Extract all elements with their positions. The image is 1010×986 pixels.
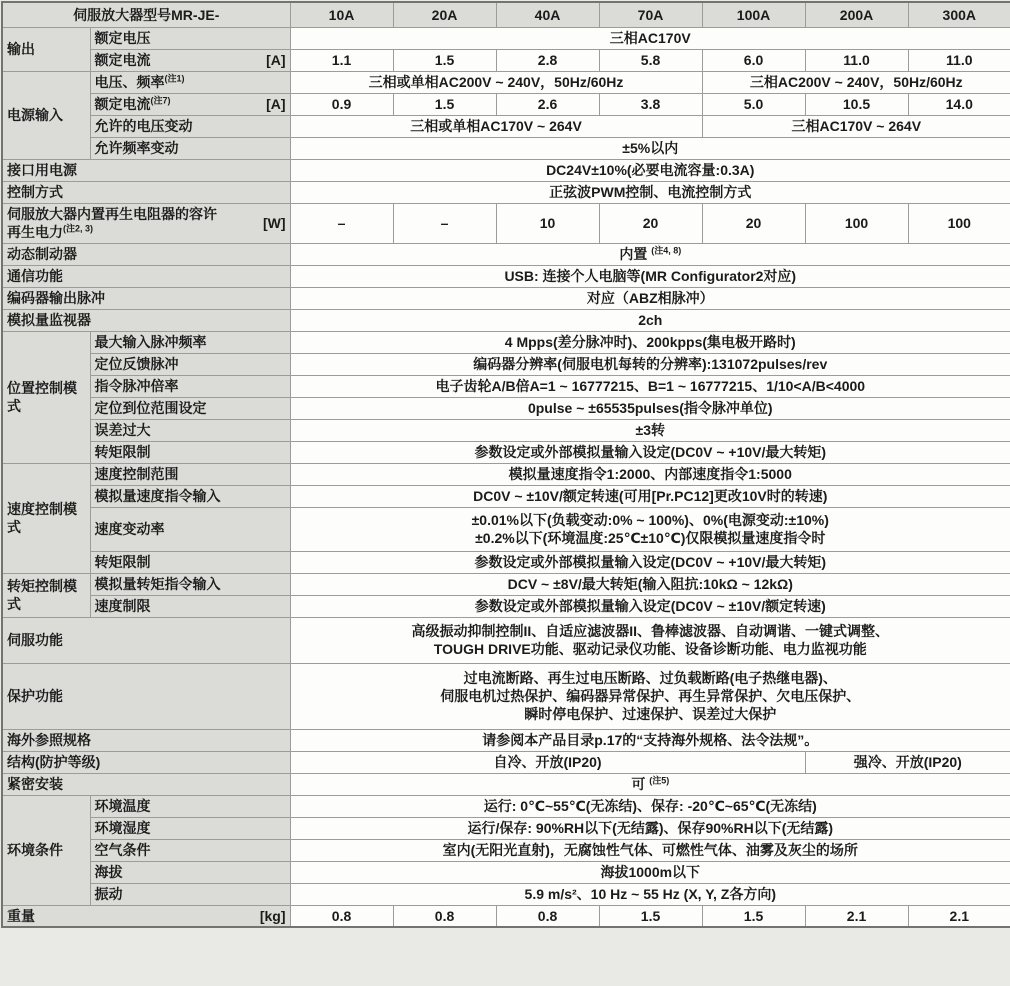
group-label-output: 输出 — [2, 27, 90, 71]
label-encoder-pulse: 编码器输出脉冲 — [2, 287, 290, 309]
label-close-mounting: 紧密安装 — [2, 773, 290, 795]
value-cell: 0.9 — [290, 93, 393, 115]
value-interface-power: DC24V±10%(必要电流容量:0.3A) — [290, 159, 1010, 181]
row-dynamic-brake — [2, 243, 1010, 265]
row-regen-power — [2, 203, 1010, 243]
value-cell: 1.1 — [290, 49, 393, 71]
label-speed-analog-input: 模拟量速度指令输入 — [90, 485, 290, 507]
label-text: 电压、频率 — [94, 73, 165, 90]
row-env-1 — [2, 817, 1010, 839]
value-cell: 100 — [805, 203, 908, 243]
value-speed-fluctuation — [290, 507, 1010, 551]
row-position-4 — [2, 419, 1010, 441]
label-in-position-range: 定位到位范围设定 — [90, 397, 290, 419]
value-cell: 14.0 — [908, 93, 1010, 115]
label-inner: 额定电流 — [94, 95, 151, 112]
value-freq-range: ±5%以内 — [290, 137, 1010, 159]
value-cell: 2.1 — [908, 905, 1010, 927]
row-torque-speed-limit — [2, 595, 1010, 617]
row-position-2 — [2, 375, 1010, 397]
group-label-power-input: 电源输入 — [2, 71, 90, 159]
label-line2 — [7, 223, 217, 241]
row-speed-fluctuation — [2, 507, 1010, 551]
value-voltage-freq-large: 三相AC200V ~ 240V，50Hz/60Hz — [702, 71, 1010, 93]
row-power-voltage-freq — [2, 71, 1010, 93]
label-regen-power — [2, 203, 290, 243]
row-position-5 — [2, 441, 1010, 463]
group-label-torque-mode: 转矩控制模式 — [2, 573, 90, 617]
label-text — [7, 205, 217, 241]
value-cell: 10 — [496, 203, 599, 243]
label-text: 额定电流 — [94, 51, 151, 68]
value-speed-analog-input: DC0V ~ ±10V/额定转速(可用[Pr.PC12]更改10V时的转速) — [290, 485, 1010, 507]
row-speed-range — [2, 463, 1010, 485]
row-env-4 — [2, 883, 1010, 905]
label-freq-range: 允许频率变动 — [90, 137, 290, 159]
note-2-3: (注2, 3) — [63, 223, 94, 234]
value-speed-range: 模拟量速度指令1:2000、内部速度指令1:5000 — [290, 463, 1010, 485]
value-cell: 11.0 — [805, 49, 908, 71]
value-torque-analog-input: DCV ~ ±8V/最大转矩(输入阻抗:10kΩ ~ 12kΩ) — [290, 573, 1010, 595]
row-env-3 — [2, 861, 1010, 883]
model-header-20a: 20A — [393, 2, 496, 27]
row-servo-functions — [2, 617, 1010, 663]
label-rated-voltage: 额定电压 — [90, 27, 290, 49]
value-cell: 20 — [599, 203, 702, 243]
model-header-40a: 40A — [496, 2, 599, 27]
value-atmosphere: 室内(无阳光直射)，无腐蚀性气体、可燃性气体、油雾及灰尘的场所 — [290, 839, 1010, 861]
value-line1: 过电流断路、再生过电压断路、过负载断路(电子热继电器)、 — [463, 669, 837, 686]
value-cell: 0.8 — [290, 905, 393, 927]
model-header-70a: 70A — [599, 2, 702, 27]
label-analog-monitor: 模拟量监视器 — [2, 309, 290, 331]
label-command-pulse-ratio: 指令脉冲倍率 — [90, 375, 290, 397]
note-7: (注7) — [150, 95, 171, 106]
header-row — [2, 2, 1010, 27]
row-position-1 — [2, 353, 1010, 375]
spec-table — [1, 1, 1010, 928]
label-ambient-humidity: 环境湿度 — [90, 817, 290, 839]
model-header-100a: 100A — [702, 2, 805, 27]
value-cell: 5.0 — [702, 93, 805, 115]
row-communication — [2, 265, 1010, 287]
label-servo-functions: 伺服功能 — [2, 617, 290, 663]
label-altitude: 海拔 — [90, 861, 290, 883]
value-error-excessive: ±3转 — [290, 419, 1010, 441]
label-dynamic-brake: 动态制动器 — [2, 243, 290, 265]
label-protection: 保护功能 — [2, 663, 290, 729]
value-speed-torque-limit: 参数设定或外部模拟量输入设定(DC0V ~ +10V/最大转矩) — [290, 551, 1010, 573]
value-rated-voltage: 三相AC170V — [290, 27, 1010, 49]
row-analog-monitor — [2, 309, 1010, 331]
value-close-mounting — [290, 773, 1010, 795]
value-cell: 1.5 — [599, 905, 702, 927]
label-text: 重量 — [7, 907, 35, 924]
value-structure-forced: 强冷、开放(IP20) — [805, 751, 1010, 773]
table-title: 伺服放大器型号MR-JE- — [2, 2, 290, 27]
row-speed-torque-limit — [2, 551, 1010, 573]
unit-a: [A] — [266, 51, 286, 68]
value-cell: – — [290, 203, 393, 243]
group-label-environment: 环境条件 — [2, 795, 90, 905]
value-cell: 2.8 — [496, 49, 599, 71]
unit-a: [A] — [266, 95, 286, 112]
label-torque-analog-input: 模拟量转矩指令输入 — [90, 573, 290, 595]
model-header-10a: 10A — [290, 2, 393, 27]
note-5: (注5) — [649, 775, 670, 786]
label-speed-torque-limit: 转矩限制 — [90, 551, 290, 573]
label-vibration: 振动 — [90, 883, 290, 905]
label-feedback-pulse: 定位反馈脉冲 — [90, 353, 290, 375]
value-cell: 1.5 — [393, 49, 496, 71]
value-line2: ±0.2%以下(环境温度:25℃±10℃)仅限模拟量速度指令时 — [475, 530, 826, 546]
label-speed-range: 速度控制范围 — [90, 463, 290, 485]
note-4-8: (注4, 8) — [651, 245, 682, 256]
row-overseas — [2, 729, 1010, 751]
row-encoder-pulse — [2, 287, 1010, 309]
value-cell: 11.0 — [908, 49, 1010, 71]
row-output-rated-current — [2, 49, 1010, 71]
group-label-speed-mode: 速度控制模式 — [2, 463, 90, 573]
row-env-2 — [2, 839, 1010, 861]
label-text — [95, 95, 171, 113]
value-text: 内置 — [619, 245, 648, 262]
model-header-300a: 300A — [908, 2, 1010, 27]
value-line1: 高级振动抑制控制II、自适应滤波器II、鲁棒滤波器、自动调谐、一键式调整、 — [411, 622, 890, 639]
value-cell: 1.5 — [702, 905, 805, 927]
value-structure-natural: 自冷、开放(IP20) — [290, 751, 805, 773]
value-cell: 0.8 — [496, 905, 599, 927]
model-header-200a: 200A — [805, 2, 908, 27]
value-servo-functions — [290, 617, 1010, 663]
value-voltage-freq-small: 三相或单相AC200V ~ 240V，50Hz/60Hz — [290, 71, 702, 93]
label-communication: 通信功能 — [2, 265, 290, 287]
label-speed-fluctuation: 速度变动率 — [90, 507, 290, 551]
value-control-method: 正弦波PWM控制、电流控制方式 — [290, 181, 1010, 203]
unit-w: [W] — [262, 214, 286, 231]
value-dynamic-brake — [290, 243, 1010, 265]
label-weight — [2, 905, 290, 927]
row-freq-range — [2, 137, 1010, 159]
row-power-rated-current — [2, 93, 1010, 115]
value-cell: 10.5 — [805, 93, 908, 115]
label-error-excessive: 误差过大 — [90, 419, 290, 441]
value-cell: 3.8 — [599, 93, 702, 115]
row-position-3 — [2, 397, 1010, 419]
row-control-method — [2, 181, 1010, 203]
row-interface-power — [2, 159, 1010, 181]
label-atmosphere: 空气条件 — [90, 839, 290, 861]
value-cell: 20 — [702, 203, 805, 243]
row-close-mounting — [2, 773, 1010, 795]
value-cell: 100 — [908, 203, 1010, 243]
value-overseas: 请参阅本产品目录p.17的“支持海外规格、法令法规”。 — [290, 729, 1010, 751]
value-line1: ±0.01%以下(负载变动:0% ~ 100%)、0%(电源变动:±10%) — [471, 511, 829, 528]
value-torque-speed-limit: 参数设定或外部模拟量输入设定(DC0V ~ ±10V/额定转速) — [290, 595, 1010, 617]
value-text: 可 — [631, 775, 646, 792]
row-env-0 — [2, 795, 1010, 817]
label-with-unit — [7, 907, 286, 925]
label-inner: 再生电力 — [7, 224, 63, 240]
value-encoder-pulse: 对应（ABZ相脉冲） — [290, 287, 1010, 309]
value-communication: USB: 连接个人电脑等(MR Configurator2对应) — [290, 265, 1010, 287]
label-output-rated-current — [90, 49, 290, 71]
label-torque-speed-limit: 速度制限 — [90, 595, 290, 617]
value-analog-monitor: 2ch — [290, 309, 1010, 331]
note-1: (注1) — [164, 73, 185, 84]
label-voltage-freq — [90, 71, 290, 93]
row-torque-analog-input — [2, 573, 1010, 595]
value-cell: 2.6 — [496, 93, 599, 115]
row-voltage-range — [2, 115, 1010, 137]
label-power-rated-current — [90, 93, 290, 115]
value-in-position-range: 0pulse ~ ±65535pulses(指令脉冲单位) — [290, 397, 1010, 419]
value-protection — [290, 663, 1010, 729]
label-max-pulse-freq: 最大输入脉冲频率 — [90, 331, 290, 353]
value-cell: 2.1 — [805, 905, 908, 927]
value-ambient-temperature: 运行: 0℃~55℃(无冻结)、保存: -20℃~65℃(无冻结) — [290, 795, 1010, 817]
row-position-0 — [2, 331, 1010, 353]
label-ambient-temperature: 环境温度 — [90, 795, 290, 817]
row-structure — [2, 751, 1010, 773]
value-ambient-humidity: 运行/保存: 90%RH以下(无结露)、保存90%RH以下(无结露) — [290, 817, 1010, 839]
value-feedback-pulse: 编码器分辨率(伺服电机每转的分辨率):131072pulses/rev — [290, 353, 1010, 375]
value-voltage-range-small: 三相或单相AC170V ~ 264V — [290, 115, 702, 137]
row-protection — [2, 663, 1010, 729]
value-line3: 瞬时停电保护、过速保护、误差过大保护 — [524, 706, 777, 723]
value-altitude: 海拔1000m以下 — [290, 861, 1010, 883]
label-control-method: 控制方式 — [2, 181, 290, 203]
label-interface-power: 接口用电源 — [2, 159, 290, 181]
unit-kg: [kg] — [259, 907, 286, 924]
label-overseas: 海外参照规格 — [2, 729, 290, 751]
value-vibration: 5.9 m/s²、10 Hz ~ 55 Hz (X, Y, Z各方向) — [290, 883, 1010, 905]
value-cell: 0.8 — [393, 905, 496, 927]
value-position-torque-limit: 参数设定或外部模拟量输入设定(DC0V ~ +10V/最大转矩) — [290, 441, 1010, 463]
value-voltage-range-large: 三相AC170V ~ 264V — [702, 115, 1010, 137]
label-with-unit — [95, 95, 286, 113]
value-line2: 伺服电机过热保护、编码器异常保护、再生异常保护、欠电压保护、 — [440, 687, 861, 704]
row-weight — [2, 905, 1010, 927]
label-position-torque-limit: 转矩限制 — [90, 441, 290, 463]
label-with-unit — [7, 205, 286, 241]
value-cell: 6.0 — [702, 49, 805, 71]
value-cell: – — [393, 203, 496, 243]
label-line1: 伺服放大器内置再生电阻器的容许 — [7, 205, 217, 222]
group-label-position-mode: 位置控制模式 — [2, 331, 90, 463]
value-max-pulse-freq: 4 Mpps(差分脉冲时)、200kpps(集电极开路时) — [290, 331, 1010, 353]
value-cell: 1.5 — [393, 93, 496, 115]
label-structure: 结构(防护等级) — [2, 751, 290, 773]
label-voltage-range: 允许的电压变动 — [90, 115, 290, 137]
value-line2: TOUGH DRIVE功能、驱动记录仪功能、设备诊断功能、电力监视功能 — [433, 641, 867, 657]
value-cell: 5.8 — [599, 49, 702, 71]
row-speed-analog-input — [2, 485, 1010, 507]
row-rated-voltage — [2, 27, 1010, 49]
label-with-unit — [95, 51, 286, 69]
value-command-pulse-ratio: 电子齿轮A/B倍A=1 ~ 16777215、B=1 ~ 16777215、1/10<A/B<4000 — [290, 375, 1010, 397]
